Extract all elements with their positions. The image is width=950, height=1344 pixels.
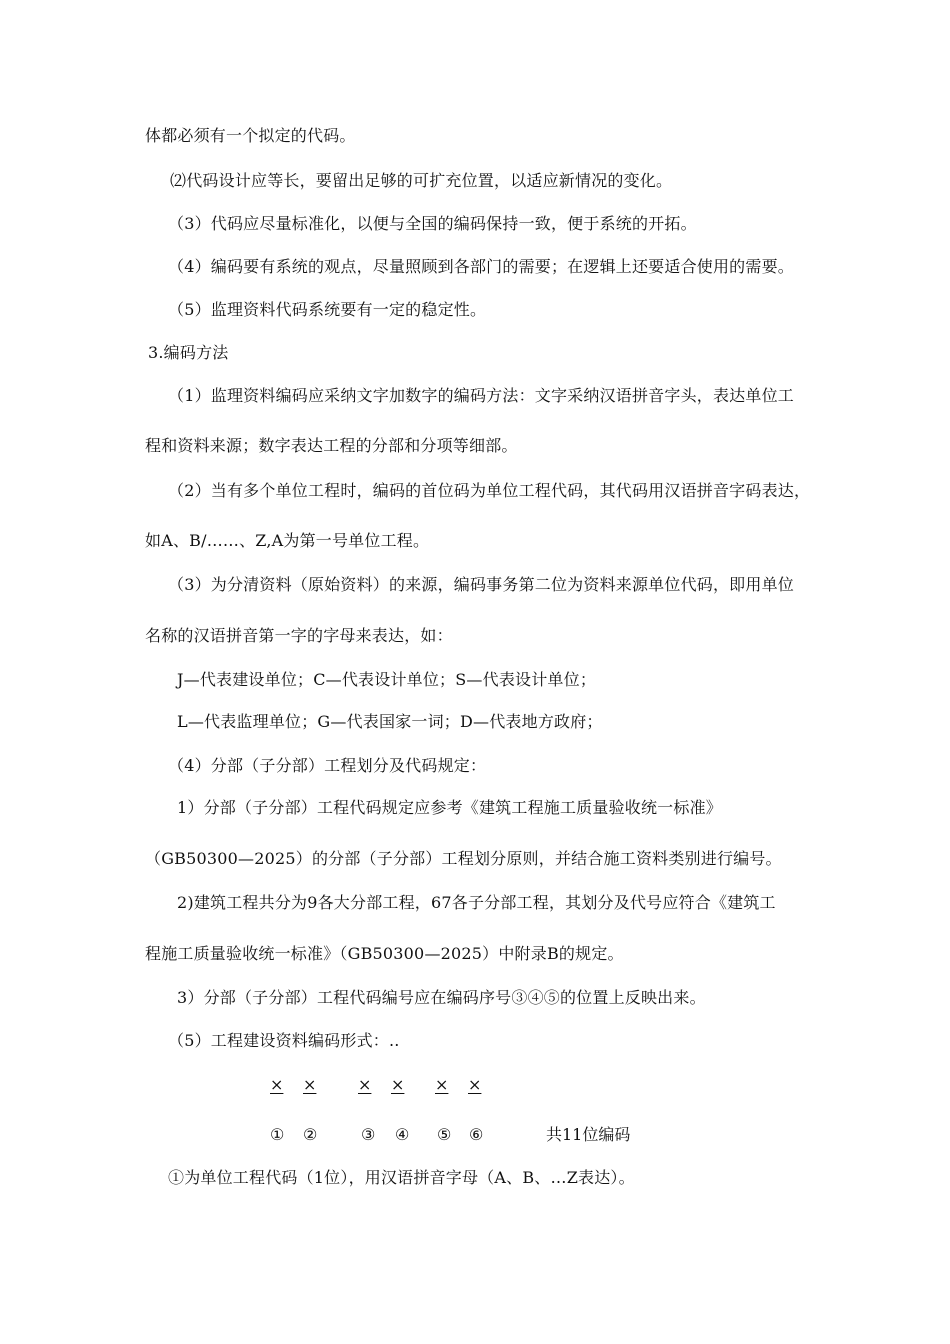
paragraph-line: 程施工质量验收统一标准》（GB50300—2025）中附录B的规定。: [145, 944, 624, 963]
paragraph-line: （4）分部（子分部）工程划分及代码规定：: [168, 756, 487, 775]
code-position: ②: [303, 1125, 318, 1144]
code-total-label: 共11位编码: [546, 1125, 631, 1144]
paragraph-line: （4）编码要有系统的观点，尽量照顾到各部门的需要；在逻辑上还要适合使用的需要。: [168, 257, 794, 276]
paragraph-line: 体都必须有一个拟定的代码。: [145, 126, 356, 145]
code-position: ④: [395, 1125, 410, 1144]
paragraph-line: （1）监理资料编码应采纳文字加数字的编码方法：文字采纳汉语拼音字头，表达单位工: [168, 386, 794, 405]
code-mark: ×: [468, 1075, 482, 1094]
code-mark: ×: [303, 1075, 317, 1094]
paragraph-line: 名称的汉语拼音第一字的字母来表达，如：: [145, 626, 453, 645]
paragraph-line: 程和资料来源；数字表达工程的分部和分项等细部。: [145, 436, 518, 455]
code-position: ⑥: [469, 1125, 484, 1144]
paragraph-line: 1）分部（子分部）工程代码规定应参考《建筑工程施工质量验收统一标准》: [177, 798, 722, 817]
paragraph-line: （3）代码应尽量标准化，以便与全国的编码保持一致，便于系统的开拓。: [168, 214, 697, 233]
paragraph-line: 2)建筑工程共分为9各大分部工程，67各子分部工程，其划分及代号应符合《建筑工: [177, 893, 776, 912]
code-marks-row: [0, 1075, 950, 1097]
paragraph-line: （2）当有多个单位工程时，编码的首位码为单位工程代码，其代码用汉语拼音字码表达，: [168, 481, 811, 500]
code-mark: ×: [270, 1075, 284, 1094]
code-mark: ×: [435, 1075, 449, 1094]
section-heading: 3.编码方法: [148, 343, 229, 362]
paragraph-line: （5）工程建设资料编码形式：..: [168, 1031, 400, 1050]
code-position: ⑤: [437, 1125, 452, 1144]
paragraph-line: 如A、B/……、Z,A为第一号单位工程。: [145, 531, 430, 550]
code-positions-row: [0, 1125, 950, 1147]
code-position: ③: [361, 1125, 376, 1144]
paragraph-line: （5）监理资料代码系统要有一定的稳定性。: [168, 300, 487, 319]
code-mark: ×: [391, 1075, 405, 1094]
paragraph-line: L—代表监理单位；G—代表国家一词；D—代表地方政府；: [177, 712, 603, 731]
code-position: ①: [270, 1125, 285, 1144]
paragraph-line: J—代表建设单位；C—代表设计单位；S—代表设计单位；: [177, 670, 597, 689]
paragraph-line: ⑵代码设计应等长，要留出足够的可扩充位置，以适应新情况的变化。: [170, 171, 673, 190]
paragraph-line: （3）为分清资料（原始资料）的来源，编码事务第二位为资料来源单位代码，即用单位: [168, 575, 794, 594]
paragraph-line: （GB50300—2025）的分部（子分部）工程划分原则，并结合施工资料类别进行编号。: [145, 849, 782, 868]
paragraph-line: 3）分部（子分部）工程代码编号应在编码序号③④⑤的位置上反映出来。: [177, 988, 706, 1007]
code-mark: ×: [358, 1075, 372, 1094]
paragraph-line: ①为单位工程代码（1位），用汉语拼音字母（A、B、…Z表达）。: [168, 1168, 635, 1187]
